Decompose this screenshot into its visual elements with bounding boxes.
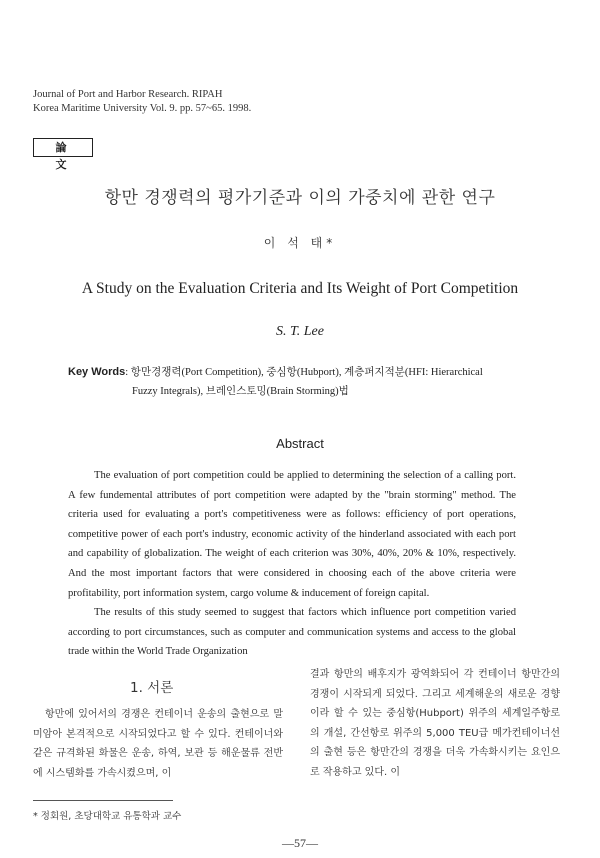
english-title: A Study on the Evaluation Criteria and Its Weight of Port Competition [81,280,519,297]
page-number: —57— [282,836,318,850]
section-heading: 1. 서론 [130,680,174,696]
keywords [68,363,538,401]
korean-author: 이 석 태* [263,236,337,250]
journal-line-2: Korea Maritime University Vol. 9. pp. 57~65. 1998. [33,103,252,114]
abstract-paragraph-2: The results of this study seemed to suggest that factors which influence port competition varied according to port circumstances, such as computer and communication systems and access to the global trade within the World Trade Organization [68,607,516,658]
journal-line-1: Journal of Port and Harbor Research. RIPAH [33,89,223,100]
keywords-line-2: Fuzzy Integrals), 브레인스토밍(Brain Storming)법 [132,386,349,397]
right-column-text: 결과 항만의 배후지가 광역화되어 각 컨테이너 항만간의 경쟁이 시작되게 되었다. 그리고 세계해운의 새로운 경향이라 할 수 있는 중심항(Hubport) 위주의 세계일주항로의 개설, 간선항로 위주의 5,000 TEU급 메가컨테이너선의 출현 등은 항만간의 경쟁을 더욱 가속화시키는 요인으로 작용하고 있다. 이 [310,669,560,778]
footnote-divider [33,800,173,801]
body-column-left [33,705,283,783]
left-column-text: 항만에 있어서의 경쟁은 컨테이너 운송의 출현으로 말미암아 본격적으로 시작되었다고 할 수 있다. 컨테이너와 같은 규격화된 화물은 운송, 하역, 보관 등 해운물류 전반에 시스템화를 가속시켰으며, 이 [33,709,283,779]
body-column-right [310,665,560,782]
english-author: S. T. Lee [276,324,324,339]
abstract-heading: Abstract [276,436,324,451]
article-type-tag: 論 文 [33,138,93,157]
abstract-body [68,466,516,662]
abstract-paragraph-1: The evaluation of port competition could be applied to determining the selection of a calling port. A few fundemental attributes of port competition were adapted by the "brain storming" method. The criteria used for evaluating a port's competitiveness were as follows: efficiency of port operations, competitive power of each port's industry, economic activity of the hinderland associated with each port and capability of globalization. The weight of each criterion was 30%, 40%, 20% & 10%, respectively. And the most important factors that were considered in choosing each of the above criteria were profitability, port information system, cargo volume & inducement of foreign capital. [68,470,516,599]
keywords-label: Key Words [68,366,126,378]
korean-title: 항만 경쟁력의 평가기준과 이의 가중치에 관한 연구 [104,188,496,208]
footnote: * 정회원, 초당대학교 유통학과 교수 [33,811,182,822]
journal-info [33,88,251,116]
keywords-line-1: : 항만경쟁력(Port Competition), 중심항(Hubport), 계층퍼지적분(HFI: Hierarchical [125,367,483,378]
